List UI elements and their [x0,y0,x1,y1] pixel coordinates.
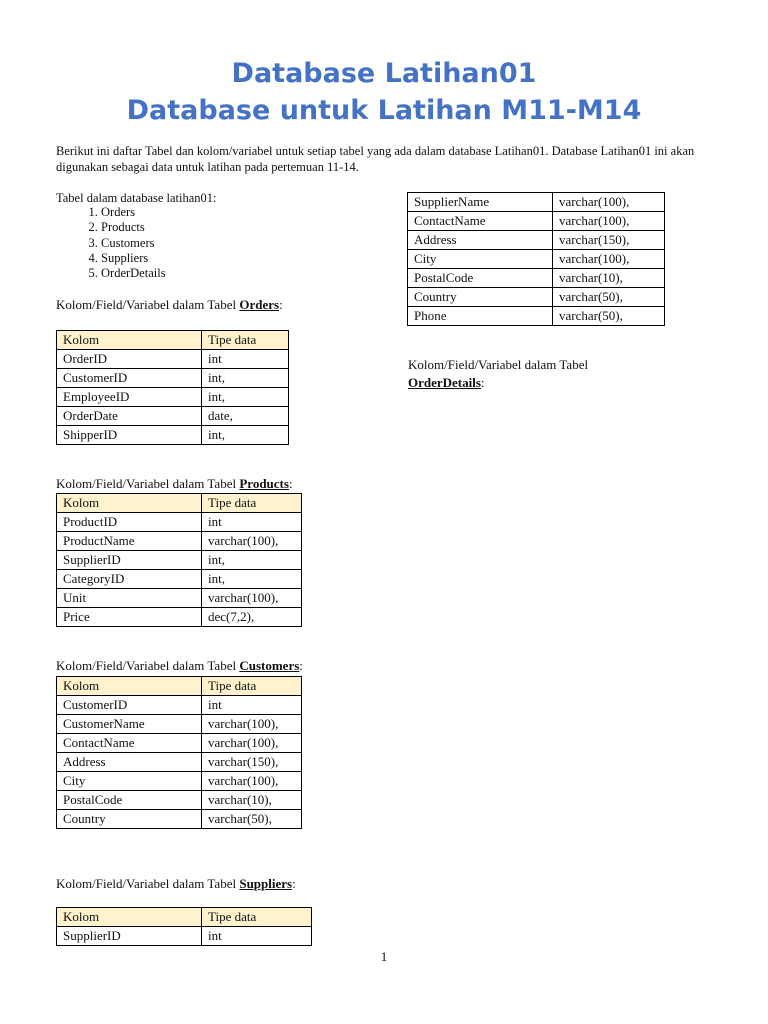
table-row [408,250,665,269]
column-name: Country [57,810,202,829]
caption-colon: : [480,375,485,390]
table-row [408,193,665,212]
header-tipe-data: Tipe data [202,494,302,513]
table-row [57,388,289,407]
column-name: OrderDate [57,407,202,426]
table-row [57,407,289,426]
table-row [57,551,302,570]
table-row [57,927,312,946]
table-row [57,369,289,388]
column-name: SupplierID [57,927,202,946]
column-type: int [202,513,302,532]
tables-list-item: 1. Orders [101,205,166,220]
column-type: int, [202,369,289,388]
tables-list-item: 2. Products [101,220,166,235]
table-row [57,715,302,734]
header-tipe-data: Tipe data [202,908,312,927]
column-type: int [202,350,289,369]
column-type: varchar(50), [553,288,665,307]
column-name: ContactName [57,734,202,753]
header-kolom: Kolom [57,908,202,927]
table-header-row [57,908,312,927]
table-row [57,513,302,532]
table-header-row [57,677,302,696]
column-type: date, [202,407,289,426]
column-type: varchar(10), [202,791,302,810]
table-header-row [57,331,289,350]
customers-caption [56,658,303,674]
column-name: EmployeeID [57,388,202,407]
table-row [408,288,665,307]
column-type: int [202,927,312,946]
column-name: Phone [408,307,553,326]
column-name: CategoryID [57,570,202,589]
tables-list-item: 3. Customers [101,236,166,251]
column-type: varchar(100), [553,193,665,212]
caption-prefix: Kolom/Field/Variabel dalam Tabel [56,658,240,673]
tables-list-item: 4. Suppliers [101,251,166,266]
column-name: Address [57,753,202,772]
orders-table-name: Orders [239,297,280,312]
column-type: varchar(100), [202,772,302,791]
table-row [57,350,289,369]
column-name: ProductID [57,513,202,532]
column-type: varchar(150), [553,231,665,250]
products-table-name: Products [239,476,289,491]
header-tipe-data: Tipe data [202,331,289,350]
table-row [57,772,302,791]
column-name: Price [57,608,202,627]
orderdetails-caption [408,356,588,392]
table-row [57,696,302,715]
orderdetails-table-name: OrderDetails [408,375,481,390]
column-type: int, [202,388,289,407]
table-row [57,734,302,753]
column-name: Country [408,288,553,307]
column-name: PostalCode [57,791,202,810]
caption-colon: : [288,476,293,491]
column-name: Unit [57,589,202,608]
column-type: int, [202,551,302,570]
column-type: varchar(10), [553,269,665,288]
suppliers-table-name: Suppliers [239,876,293,891]
column-name: SupplierName [408,193,553,212]
orders-table [56,330,289,445]
table-row [57,532,302,551]
suppliers-caption [56,876,296,892]
caption-colon: : [299,658,303,673]
column-name: City [408,250,553,269]
tables-list-item: 5. OrderDetails [101,266,166,281]
caption-prefix: Kolom/Field/Variabel dalam Tabel [56,476,240,491]
caption-colon: : [292,876,296,891]
page-number: 1 [380,949,388,964]
column-type: varchar(100), [202,532,302,551]
table-row [57,753,302,772]
table-row [57,608,302,627]
customers-table-name: Customers [239,658,300,673]
table-row [57,810,302,829]
orders-caption [56,297,283,313]
table-row [408,307,665,326]
header-kolom: Kolom [57,677,202,696]
column-name: CustomerID [57,369,202,388]
table-row [408,231,665,250]
column-name: ContactName [408,212,553,231]
column-type: varchar(100), [202,715,302,734]
column-type: dec(7,2), [202,608,302,627]
column-name: ProductName [57,532,202,551]
products-table [56,493,302,627]
document-subtitle: Database untuk Latihan M11-M14 [126,95,642,126]
document-title: Database Latihan01 [231,58,537,89]
header-kolom: Kolom [57,331,202,350]
caption-prefix: Kolom/Field/Variabel dalam Tabel [56,876,240,891]
table-row [408,212,665,231]
suppliers-table [56,907,312,946]
column-name: SupplierID [57,551,202,570]
tables-list-label: Tabel dalam database latihan01: [56,191,217,205]
header-kolom: Kolom [57,494,202,513]
column-type: varchar(50), [553,307,665,326]
table-row [408,269,665,288]
tables-list [56,205,166,281]
column-type: varchar(100), [553,250,665,269]
column-name: PostalCode [408,269,553,288]
column-type: int, [202,426,289,445]
column-type: varchar(100), [202,589,302,608]
column-type: varchar(50), [202,810,302,829]
table-row [57,426,289,445]
table-row [57,589,302,608]
table-row [57,570,302,589]
column-type: int, [202,570,302,589]
caption-colon: : [279,297,283,312]
column-name: Address [408,231,553,250]
column-type: int [202,696,302,715]
column-type: varchar(100), [202,734,302,753]
column-name: City [57,772,202,791]
column-name: CustomerName [57,715,202,734]
column-type: varchar(100), [553,212,665,231]
column-type: varchar(150), [202,753,302,772]
caption-prefix: Kolom/Field/Variabel dalam Tabel [56,297,240,312]
intro-paragraph: Berikut ini daftar Tabel dan kolom/variabel untuk setiap tabel yang ada dalam database Latihan01. Database Latihan01 ini akan digunakan sebagai data untuk latihan pada pertemuan 11-14. [56,144,695,174]
header-tipe-data: Tipe data [202,677,302,696]
products-caption [56,476,293,492]
suppliers-table-continued [407,192,665,326]
column-name: OrderID [57,350,202,369]
table-row [57,791,302,810]
caption-prefix: Kolom/Field/Variabel dalam Tabel [408,357,589,372]
customers-table [56,676,302,829]
table-header-row [57,494,302,513]
column-name: CustomerID [57,696,202,715]
column-name: ShipperID [57,426,202,445]
